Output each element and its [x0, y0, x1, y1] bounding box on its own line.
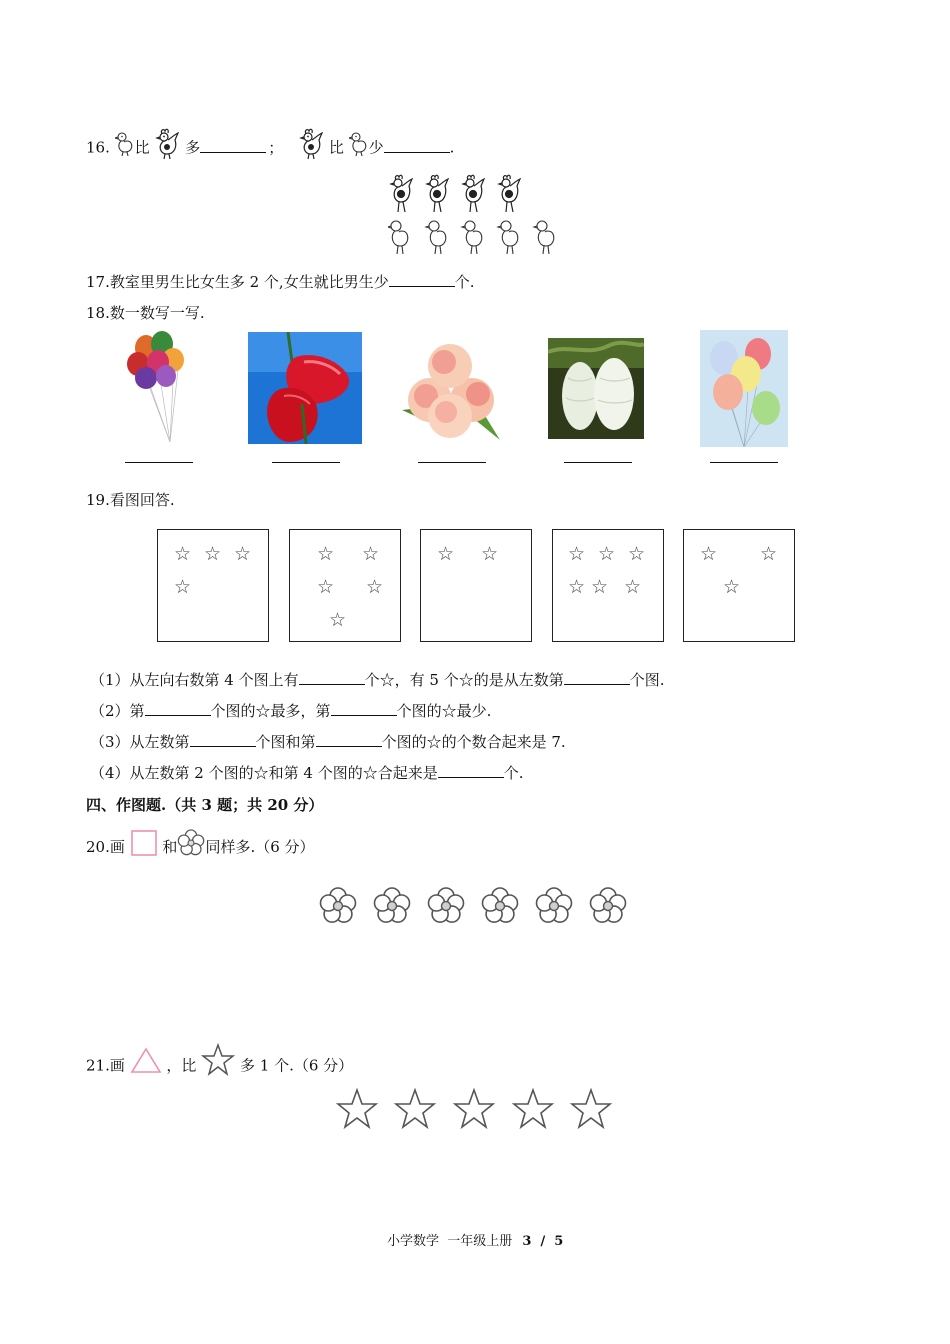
q18-title: 18.数一数写一写.: [86, 304, 205, 322]
page-footer: [387, 1230, 563, 1249]
q21-text-c: 多 1 个.（6 分）: [240, 1056, 354, 1075]
footer-label: 小学数学 一年级上册: [387, 1234, 513, 1249]
q17-unit: 个.: [454, 273, 475, 291]
q19-sub3-text-c: 个图的☆的个数合起来是 7.: [381, 733, 566, 751]
q19-sub3-text-a: （3）从左数第: [90, 733, 190, 751]
q19-sub1-text-c: 个图.: [629, 671, 665, 689]
red-peppers-photo: [248, 332, 362, 444]
chick-icon: [349, 131, 369, 166]
q18-answer-line-2[interactable]: [272, 462, 340, 463]
q20-line: [86, 829, 315, 859]
q19-sub2-blank-2[interactable]: [331, 701, 397, 716]
star-icon: ☆: [598, 543, 616, 565]
q19-sub4-blank[interactable]: [438, 763, 504, 778]
q19-sub2-blank-1[interactable]: [145, 701, 211, 716]
footer-page-number: 3 / 5: [522, 1234, 564, 1249]
q18-answer-line-1[interactable]: [125, 462, 193, 463]
star-box-2: [289, 529, 401, 642]
q19-sub3: [90, 731, 566, 752]
q19-sub3-blank-2[interactable]: [316, 732, 382, 747]
q16-bi-2: 比: [328, 138, 344, 157]
q19-title: 19.看图回答.: [86, 491, 175, 509]
star-icon: ☆: [366, 576, 384, 598]
star-icon: ☆: [204, 543, 222, 565]
q21-line: [86, 1043, 353, 1079]
q19-sub1: [90, 669, 665, 690]
flower-row: [316, 884, 632, 932]
q18-answer-line-4[interactable]: [564, 462, 632, 463]
q16-line: [86, 128, 454, 156]
star-icon: ☆: [317, 576, 335, 598]
star-icon: ☆: [329, 609, 347, 631]
pastel-balloons-photo: [700, 330, 788, 447]
chick-icon: [115, 131, 135, 166]
chick-row: [388, 218, 568, 266]
q16-shao: 少: [368, 138, 384, 157]
q17-text: 17.教室里男生比女生多 2 个,女生就比男生少: [86, 273, 389, 291]
q19-sub2-text-c: 个图的☆最少.: [396, 702, 492, 720]
q19-sub2: [90, 700, 491, 721]
star-icon: ☆: [481, 543, 499, 565]
star-box-5: [683, 529, 795, 642]
star-icon: ☆: [174, 576, 192, 598]
star-icon: [201, 1043, 235, 1090]
star-icon: ☆: [723, 576, 741, 598]
q16-answer-blank-1[interactable]: [200, 138, 266, 153]
q19-sub3-blank-1[interactable]: [190, 732, 256, 747]
q21-text-a: 21.画: [86, 1056, 125, 1075]
hen-row: [388, 174, 533, 222]
peaches-photo: [398, 336, 504, 442]
section-4-heading: 四、作图题.（共 3 题；共 20 分）: [86, 796, 324, 814]
star-box-3: [420, 529, 532, 642]
star-icon: ☆: [624, 576, 642, 598]
q19-sub1-blank-1[interactable]: [299, 670, 365, 685]
bitter-gourds-photo: [548, 338, 644, 439]
star-icon: ☆: [628, 543, 646, 565]
q16-answer-blank-2[interactable]: [384, 138, 450, 153]
q21-text-b: ，比: [166, 1056, 197, 1075]
q19-sub1-text-a: （1）从左向右数第 4 个图上有: [90, 671, 299, 689]
star-icon: ☆: [568, 543, 586, 565]
q19-sub1-blank-2[interactable]: [564, 670, 630, 685]
star-icon: ☆: [174, 543, 192, 565]
star-icon: ☆: [760, 543, 778, 565]
q18-answer-line-5[interactable]: [710, 462, 778, 463]
q16-duo: 多: [185, 138, 201, 157]
star-row: [336, 1088, 616, 1136]
star-box-4: [552, 529, 664, 642]
q16-end: .: [449, 138, 455, 157]
q18-answer-line-3[interactable]: [418, 462, 486, 463]
hen-icon: [154, 128, 180, 169]
q19-sub3-text-b: 个图和第: [255, 733, 316, 751]
q19-sub4: [90, 762, 524, 783]
q19-sub1-text-b: 个☆，有 5 个☆的是从左数第: [364, 671, 564, 689]
star-icon: ☆: [317, 543, 335, 565]
square-icon: [130, 829, 158, 867]
flower-icon: [177, 829, 205, 867]
triangle-icon: [130, 1046, 162, 1087]
star-icon: ☆: [362, 543, 380, 565]
star-box-1: [157, 529, 269, 642]
q19-sub4-text-b: 个.: [503, 764, 524, 782]
q16-bi-1: 比: [134, 138, 150, 157]
hen-icon: [298, 128, 324, 169]
star-icon: ☆: [591, 576, 609, 598]
q20-text-c: 同样多.（6 分）: [205, 838, 315, 856]
star-icon: ☆: [700, 543, 718, 565]
q20-text-a: 20.画: [86, 838, 125, 856]
q16-sep: ；: [268, 138, 284, 157]
q17-answer-blank[interactable]: [389, 272, 455, 287]
star-icon: ☆: [568, 576, 586, 598]
star-icon: ☆: [437, 543, 455, 565]
q19-sub2-text-b: 个图的☆最多，第: [210, 702, 331, 720]
q19-sub4-text-a: （4）从左数第 2 个图的☆和第 4 个图的☆合起来是: [90, 764, 438, 782]
q20-text-b: 和: [162, 838, 178, 856]
q16-number: 16.: [86, 138, 110, 157]
star-icon: ☆: [234, 543, 252, 565]
q17-line: [86, 271, 475, 292]
q19-sub2-text-a: （2）第: [90, 702, 145, 720]
balloons-photo: [118, 330, 200, 448]
